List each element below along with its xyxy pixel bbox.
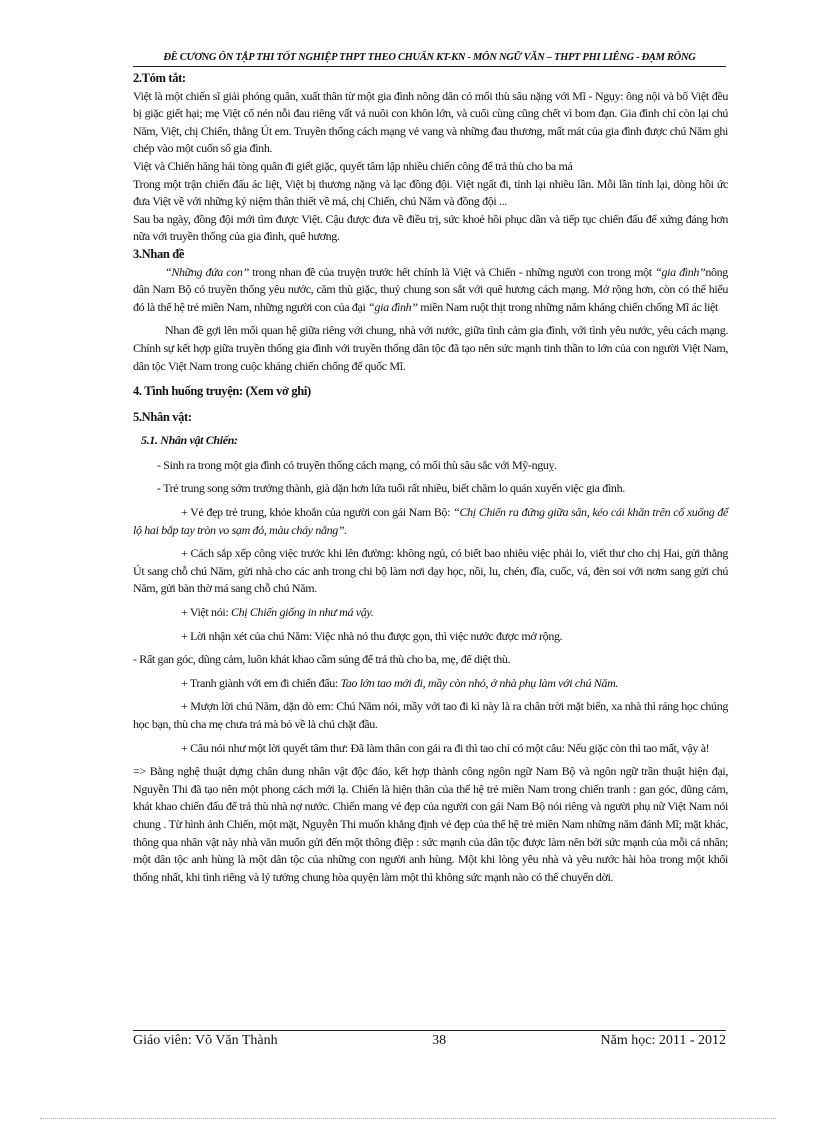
page-footer: [133, 1030, 726, 1049]
viet-remark-quote: Chị Chiến giống in như má vậy.: [230, 605, 374, 620]
chien-bullet-2: - Trẻ trung song sớm trưởng thành, già dặn hơn lứa tuổi rất nhiều, biết chăm lo quán xuyến việc gia đình.: [157, 481, 625, 496]
title-text-2: nông dân Nam Bộ có truyền thống yêu nước, căm thù giặc, thuỷ chung son sắt với quê hương cách mạng. Mở rộng hơn, còn có thể hiểu đó là thế hệ trẻ miền Nam, những người con của đại: [133, 264, 728, 314]
chien-heading: 5.1. Nhân vật Chiến:: [141, 433, 238, 448]
chien-bullet-1: - Sinh ra trong một gia đình có truyền thống cách mạng, có mối thù sâu sắc với Mỹ-nguỵ.: [157, 457, 557, 472]
summary-paragraph-1: Việt là một chiến sĩ giải phóng quân, xuất thân từ một gia đình nông dân có mối thù sâu nặng với Mĩ - Ngụy: ông nội và bố Việt đều bị giặc giết hại; mẹ Việt cố nén nỗi đau riêng vất vả nuôi con khôn lớn, và cuối cùng cũng chết vì bom đạn. Gia đình chỉ còn lại chú Năm, Việt, chị Chiến, thằng Út em. Truyền thống cách mạng vẻ vang và những đau thương, mất mát của gia đình được chú Năm ghi chép vào một cuốn sổ gia đình.: [133, 88, 728, 156]
summary-paragraph-2: Việt và Chiến hăng hái tòng quân đi giết giặc, quyết tâm lập nhiều chiến công để trả thù cho ba má: [133, 158, 573, 173]
title-heading: 3.Nhan đề: [133, 246, 185, 261]
footer-page-number: 38: [432, 1033, 447, 1048]
appearance-text: + Vẻ đẹp trẻ trung, khỏe khoắn của người con gái Nam Bộ:: [181, 505, 454, 520]
quote-gia-dinh-1: “gia đình”: [655, 264, 706, 279]
character-heading: 5.Nhân vật:: [133, 409, 192, 424]
appearance-quote: “Chị Chiến ra đứng giữa sân, kéo cái khăn trên cổ xuống để lộ hai bắp tay tròn vo sạm đỏ, màu cháy nắng”.: [133, 505, 729, 537]
viet-remark-text: + Việt nói:: [181, 605, 231, 620]
quote-gia-dinh-2: “gia đình”: [368, 299, 418, 314]
summary-paragraph-3: Trong một trận chiến đấu ác liệt, Việt bị thương nặng và lạc đồng đội. Việt ngất đi, tỉnh lại nhiều lần. Mỗi lần tỉnh lại, dòng hồi ức đưa Việt về với những kỷ niệm thân thiết về má, chị Chiến, chú Năm và đồng đội ...: [133, 176, 728, 209]
chien-borrow-words: + Mượn lời chú Năm, dặn dò em: Chú Năm nói, mầy với tao đi kì này là ra chân trời mặt biển, xa nhà thì ráng học chúng học bạn, thù cha mẹ chưa trả mà bỏ về là chú chặt đầu.: [133, 699, 728, 731]
footer-school-year: Năm học: 2011 - 2012: [600, 1033, 726, 1048]
page-bottom-divider: [40, 1118, 776, 1119]
title-text-1: trong nhan đề của truyện trước hết chính là Việt và Chiến - những người con trong một: [248, 264, 656, 279]
fight-text: + Tranh giành với em đi chiến đấu:: [181, 675, 341, 690]
viet-remark: [133, 604, 728, 622]
footer-teacher: Giáo viên: Võ Văn Thành: [133, 1033, 278, 1048]
summary-heading: 2.Tóm tắt:: [133, 71, 186, 85]
page-header: ĐỀ CƯƠNG ÔN TẬP THI TỐT NGHIỆP THPT THEO CHUẨN KT-KN - MÔN NGỮ VĂN – THPT PHI LIÊNG - ĐẠM RÔNG: [133, 52, 726, 67]
quote-nhung-dua-con: “Những đứa con”: [165, 264, 249, 279]
situation-heading: 4. Tình huống truyện: (Xem vở ghi): [133, 384, 311, 399]
uncle-nam-remark: + Lời nhận xét của chú Năm: Việc nhà nó thu được gọn, thì việc nước được mở rộng.: [181, 628, 563, 643]
chien-fight: [133, 675, 728, 693]
title-text-3: miền Nam ruột thịt trong những năm kháng chiến chống Mĩ ác liệt: [417, 299, 719, 314]
title-paragraph-1: [133, 264, 728, 317]
title-paragraph-2: Nhan đề gợi lên mối quan hệ giữa riêng với chung, nhà với nước, giữa tình cảm gia đình, với tình yêu nước, yêu cách mạng. Chính sự kết hợp giữa truyền thống gia đình với truyền thống dân tộc đã tạo nên sức mạnh tinh thần to lớn của con người Việt Nam, dân tộc Việt Nam trong cuộc kháng chiến chống đế quốc Mĩ.: [133, 323, 728, 373]
chien-bullet-3: - Rất gan góc, dũng cảm, luôn khát khao cầm súng để trả thù cho ba, mẹ, để diệt thù.: [133, 652, 511, 667]
chien-arrangement: + Cách sắp xếp công việc trước khi lên đường: không ngủ, có biết bao nhiêu việc phải lo, viết thư cho chị Hai, gửi thằng Út sang chỗ chú Năm, gửi nhà cho các anh trong chi bộ làm nơi dạy học, nồi, lu, chén, đĩa, cuốc, vá, đèn soi với nơm sang gửi chú Năm, gửi bàn thờ má sang chỗ chú Năm.: [133, 546, 728, 596]
chien-appearance: [133, 504, 728, 539]
conclusion-paragraph: => Bằng nghệ thuật dựng chân dung nhân vật độc đáo, kết hợp thành công ngôn ngữ Nam Bộ và ngôn ngữ trần thuật hiện đại, Nguyễn Thi đã tạo nên một phong cách mới lạ. Chiến là hiện thân của thế hệ trẻ miền Nam trong chiến tranh : gan góc, dũng cảm, khát khao chiến đấu để trả thù nhà nợ nước. Chiến mang vẻ đẹp của người con gái Nam Bộ nói riêng và người phụ nữ Việt Nam nói chung . Từ hình ảnh Chiến, một mặt, Nguyễn Thi muốn khẳng định vẻ đẹp của thế hệ trẻ miền Nam những năm đánh Mĩ; mặt khác, thông qua nhân vật này nhà văn muốn gửi đến một thông điệp : sức mạnh của dân tộc được làm nên bởi sức mạnh của mỗi cá nhân; một dân tộc anh hùng là một dân tộc của những con người anh hùng. Một khi lòng yêu nhà và yêu nước hài hòa trong một khối thống nhất, khi tình riêng và lý tưởng chung hòa quyện làm một thì không sức mạnh nào có thể chuyển dời.: [133, 764, 728, 884]
summary-paragraph-4: Sau ba ngày, đồng đội mới tìm được Việt. Cậu được đưa về điều trị, sức khoẻ hồi phục dần và tiếp tục chiến đấu để xứng đáng hơn nữa với truyền thống của gia đình, quê hương.: [133, 211, 728, 244]
page-content: [133, 70, 728, 886]
fight-quote: Tao lớn tao mới đi, mầy còn nhỏ, ở nhà phụ làm với chú Năm.: [340, 675, 619, 690]
chien-vow: + Câu nói như một lời quyết tâm thư: Đã làm thân con gái ra đi thì tao chỉ có một câu: Nếu giặc còn thì tao mất, vậy à!: [181, 740, 710, 755]
